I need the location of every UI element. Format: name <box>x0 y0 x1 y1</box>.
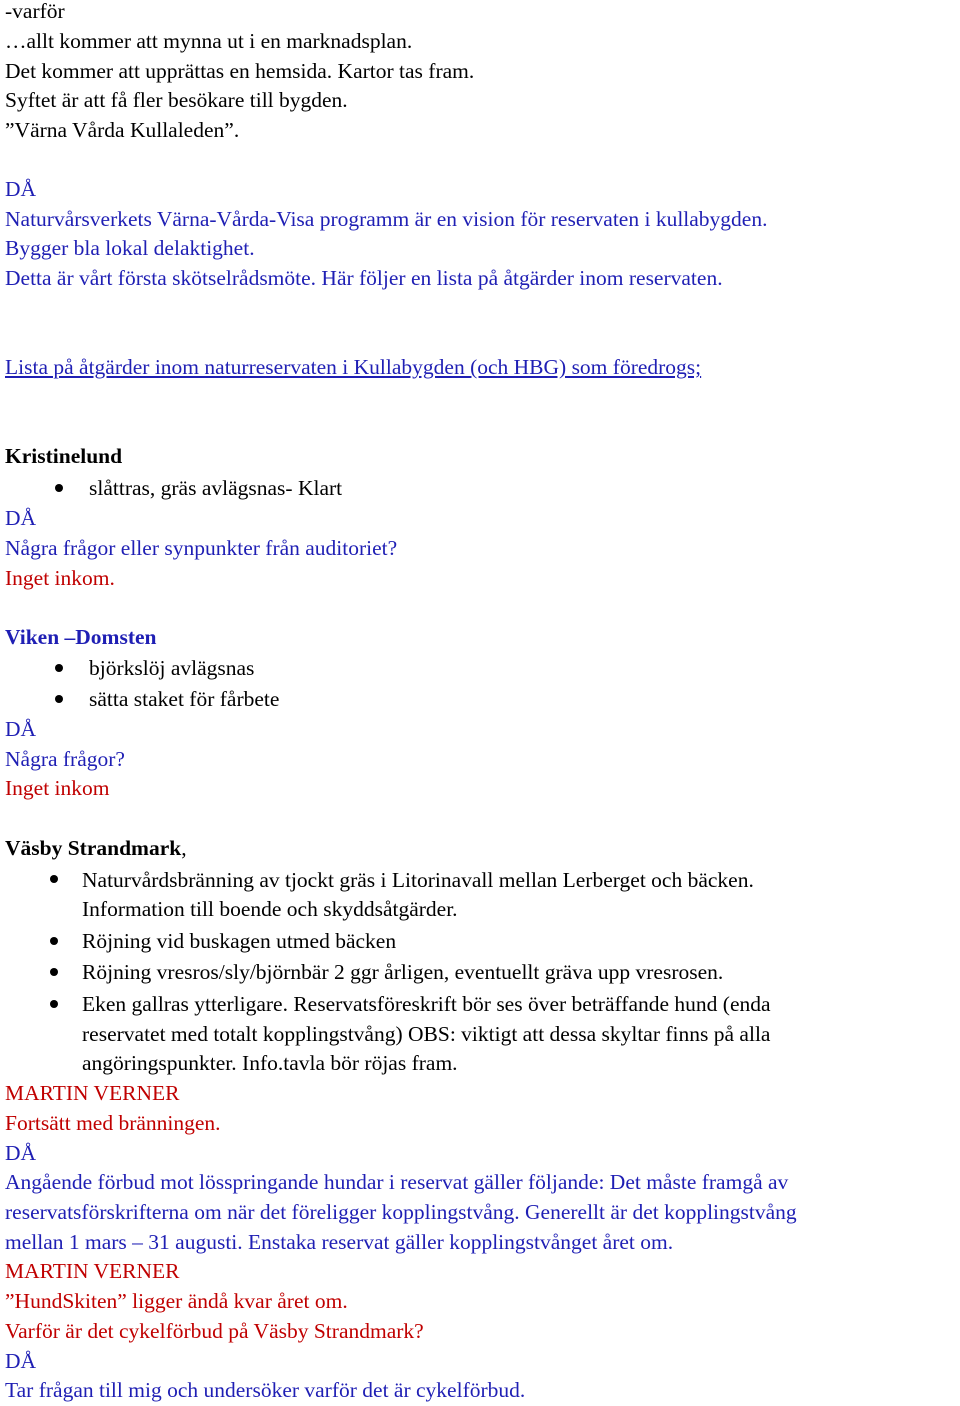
section-heading-viken: Viken –Domsten <box>5 625 157 649</box>
bullet-icon <box>50 1000 58 1008</box>
text-line: ”Värna Vårda Kullaleden”. <box>5 118 240 142</box>
question-line: Några frågor eller synpunkter från auditoriet? <box>5 536 398 560</box>
text-line: Bygger bla lokal delaktighet. <box>5 236 255 260</box>
bullet-item: Röjning vid buskagen utmed bäcken <box>82 929 397 953</box>
speaker-da: DÅ <box>5 177 37 201</box>
speaker-name: MARTIN VERNER <box>5 1259 180 1283</box>
reply-line: ”HundSkiten” ligger ändå kvar året om. <box>5 1289 348 1313</box>
bullet-item: Röjning vresros/sly/björnbär 2 ggr årligen, eventuellt gräva upp vresrosen. <box>82 960 724 984</box>
text-line: Naturvårsverkets Värna-Vårda-Visa programm är en vision för reservaten i kullabygden. <box>5 207 768 231</box>
speaker-da: DÅ <box>5 717 37 741</box>
bullet-icon <box>55 484 63 492</box>
reply-line: Varför är det cykelförbud på Väsby Strandmark? <box>5 1319 424 1343</box>
bullet-item-continuation: Information till boende och skyddsåtgärder. <box>82 897 458 921</box>
text-line: Angående förbud mot lösspringande hundar i reservat gäller följande: Det måste framgå av <box>5 1170 789 1194</box>
section-heading-text: Väsby Strandmark <box>5 836 182 860</box>
text-line: reservatsförskrifterna om när det föreligger kopplingstvång. Generellt är det kopplingstvång <box>5 1200 797 1224</box>
text-line: Detta är vårt första skötselrådsmöte. Här följer en lista på åtgärder inom reservaten. <box>5 266 723 290</box>
heading-suffix: , <box>181 836 187 860</box>
text-line: -varför <box>5 0 65 23</box>
reply-line: Fortsätt med bränningen. <box>5 1111 221 1135</box>
bullet-icon <box>55 695 63 703</box>
section-heading-vasby <box>5 835 187 861</box>
text-line: Syftet är att få fler besökare till bygden. <box>5 88 348 112</box>
bullet-icon <box>50 968 58 976</box>
bullet-item: björkslöj avlägsnas <box>89 656 255 680</box>
bullet-icon <box>50 937 58 945</box>
text-line: …allt kommer att mynna ut i en marknadsplan. <box>5 29 413 53</box>
section-heading-kristinelund: Kristinelund <box>5 444 123 468</box>
answer-line: Inget inkom. <box>5 566 115 590</box>
text-line: Det kommer att upprättas en hemsida. Kartor tas fram. <box>5 59 475 83</box>
text-line: Tar frågan till mig och undersöker varför det är cykelförbud. <box>5 1378 526 1402</box>
speaker-da: DÅ <box>5 1141 37 1165</box>
text-line: mellan 1 mars – 31 augusti. Enstaka reservat gäller kopplingstvånget året om. <box>5 1230 674 1254</box>
question-line: Några frågor? <box>5 747 125 771</box>
speaker-da: DÅ <box>5 1349 37 1373</box>
bullet-icon <box>50 875 58 883</box>
speaker-name: MARTIN VERNER <box>5 1081 180 1105</box>
list-heading: Lista på åtgärder inom naturreservaten i Kullabygden (och HBG) som föredrogs; <box>5 355 702 379</box>
bullet-item: sätta staket för fårbete <box>89 687 280 711</box>
bullet-item: slåttras, gräs avlägsnas- Klart <box>89 476 343 500</box>
speaker-da: DÅ <box>5 506 37 530</box>
bullet-item-continuation: angöringspunkter. Info.tavla bör röjas fram. <box>82 1051 458 1075</box>
bullet-item: Eken gallras ytterligare. Reservatsföreskrift bör ses över beträffande hund (enda <box>82 992 771 1016</box>
bullet-item: Naturvårdsbränning av tjockt gräs i Litorinavall mellan Lerberget och bäcken. <box>82 868 754 892</box>
bullet-item-continuation: reservatet med totalt kopplingstvång) OBS: viktigt att dessa skyltar finns på alla <box>82 1022 771 1046</box>
bullet-icon <box>55 664 63 672</box>
answer-line: Inget inkom <box>5 776 110 800</box>
